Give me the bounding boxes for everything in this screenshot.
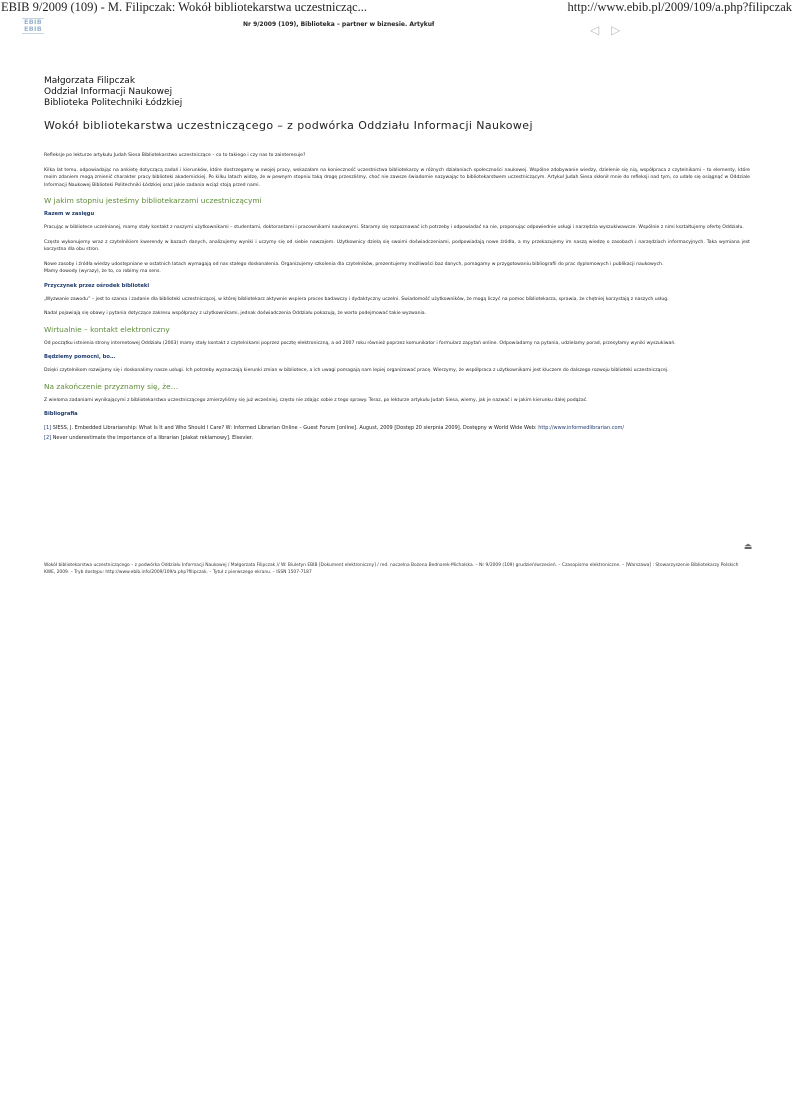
ref-text: SIESS, J. Embedded Librarianship: What Is It and Who Should I Care? W: Informed Librarian Online – Guest Forum [online]. August, 2009 [Dostęp 20 sierpnia 2009]. Dostępny w World Wide Web: [52,425,537,431]
logo-text-top: EBIB [22,18,44,26]
logo-text-bottom: EBIB [22,26,44,34]
subsection-heading: Będziemy pomocni, bo… [44,354,116,360]
article-nav [590,19,630,37]
paragraph: Nowe zasoby i źródła wiedzy udostępniane w ostatnich latach wymagają od nas stałego doskonalenia. Organizujemy szkolenia dla czytelników, prezentujemy możliwości baz danych, pomagamy w przygotowaniu bibliografii do prac dyplomowych i publikacji naukowych. [44,261,664,267]
author-name: Małgorzata Filipczak [44,76,136,86]
paragraph: Nadal pojawiają się obawy i pytania dotyczące zakresu współpracy z użytkownikami, jednak doświadczenia Oddziału pokazują, że warto podejmować takie wyzwania. [44,311,427,316]
bibliography-item [44,424,750,432]
print-header [0,0,794,14]
section-heading: Wirtualnie – kontakt elektroniczny [44,324,170,334]
citation-footer: Wokół bibliotekarstwa uczestniczącego – z podwórka Oddziału Informacji Naukowej / Małgorzata Filipczak // W: Biuletyn EBIB [Dokument elektroniczny] / red. naczelna Bożena Bednarek-Michalska. – Nr 9/2009 (109) grudzień/wrzesień. – Czasopismo elektroniczne. – [Warszawa] : Stowarzyszenie Bibliotekarzy Polskich KWE, 2009. – Tryb dostępu: http://www.ebib.info/2009/109/a.php?filipczak. – Tytuł z pierwszego ekranu. – ISSN 1507-7187 [44,563,739,575]
paragraph: Kilka lat temu, odpowiadając na ankietę dotyczącą zadań i kierunków, które dostrzegamy w swojej pracy, wskazałam na konieczność uczestnictwa bibliotekarzy w różnych działaniach społeczności naukowej. Wspólne zdobywanie wiedzy, dzielenie się nią, współpraca z czytelnikami – to elementy, które moim zdaniem mogą zmienić charakter pracy biblioteki akademickiej. Po kilku latach widzę, że w pewnym stopniu taką drogę przeszliśmy, choć nie zawsze świadomie nazywając to bibliotekarstwem uczestniczącym. Artykuł Judah Siesa skłonił mnie do refleksji nad tym, co udało się osiągnąć w Oddziale Informacji Naukowej Biblioteki Politechniki Łódzkiej oraz jakie zadania wciąż stoją przed nami. [44,167,750,188]
section-heading: Na zakończenie przyznamy się, że… [44,381,179,391]
author-library: Biblioteka Politechniki Łódzkiej [44,98,183,108]
prev-arrow-icon[interactable]: ◁ [590,23,600,37]
subsection-heading: Razem w zasięgu [44,211,95,217]
ref-link[interactable]: http://www.informedlibrarian.com/ [538,425,625,431]
paragraph: Dzięki czytelnikom rozwijamy się i doskonalimy nasze usługi. Ich potrzeby wyznaczają kierunki zmian w bibliotece, a ich uwagi pomagają nam lepiej organizować pracę. Wierzymy, że współpraca z użytkownikami jest kluczem do dalszego rozwoju biblioteki uczestniczącej. [44,368,669,373]
next-arrow-icon[interactable]: ▷ [611,23,621,37]
paragraph: Często wykonujemy wraz z czytelnikiem kwerendy w bazach danych, analizujemy wyniki i uczymy się od siebie nawzajem. Użytkownicy dzielą się swoimi doświadczeniami, podpowiadają nowe źródła, a my przekazujemy im naszą wiedzę o zasobach i narzędziach informacyjnych. Taka wymiana jest korzystna dla obu stron. [44,239,750,252]
intro-question: Refleksje po lekturze artykułu Judah Siesa Bibliotekarstwo uczestniczące – co to takiego i czy nas to zainteresuje? [44,153,306,158]
bibliography-item [44,434,750,442]
bibliography-heading: Bibliografia [44,411,78,417]
paragraph: Od początku istnienia strony internetowej Oddziału (2003) mamy stały kontakt z czytelnikami poprzez pocztę elektroniczną, a od 2007 roku również poprzez komunikator i formularz zapytań online. Odpowiadamy na pytania, udzielamy porad, przesyłamy wyniki wyszukiwań. [44,340,676,346]
author-dept: Oddział Informacji Naukowej [44,87,173,97]
subsection-heading: Przyczynek przez ośrodek biblioteki [44,282,150,289]
ref-number[interactable]: [1] [44,425,52,431]
top-bar [0,16,794,36]
paragraph: Z wieloma zadaniami wynikającymi z bibliotekarstwa uczestniczącego zmierzyliśmy się już wcześniej, często nie zdając sobie z tego sprawy. Teraz, po lekturze artykułu Judah Siesa, wiemy, jak je nazwać i w jakim kierunku dalej podążać. [44,397,588,403]
paragraph: Mamy dowody (wyrazy), że to, co robimy ma sens. [44,269,161,274]
ref-text: Never underestimate the importance of a librarian [plakat reklamowy]. Elsevier. [52,435,253,441]
back-to-top-icon[interactable]: ⏏ [743,542,753,552]
author-block [44,76,182,109]
print-header-title: EBIB 9/2009 (109) - M. Filipczak: Wokół bibliotekarstwa uczestnicząc... [1,0,368,14]
issue-line: Nr 9/2009 (109), Biblioteka – partner w biznesie. Artykuł [243,21,435,28]
ebib-logo[interactable] [22,18,44,33]
article-title: Wokół bibliotekarstwa uczestniczącego – z podwórka Oddziału Informacji Naukowej [44,119,533,132]
print-header-url: http://www.ebib.pl/2009/109/a.php?filipczak [567,0,792,14]
ref-number[interactable]: [2] [44,435,52,441]
section-heading: W jakim stopniu jesteśmy bibliotekarzami uczestniczącymi [44,196,262,205]
paragraph: „Wyzwanie zawodu” – jest to szansa i zadanie dla biblioteki uczestniczącej, w której bibliotekarz aktywnie wspiera proces badawczy i dydaktyczny uczelni. Świadomość użytkowników, że mogą liczyć na pomoc bibliotekarza, sprawia, że chętniej korzystają z naszych usług. [44,296,669,302]
article-body [44,152,750,444]
paragraph: Pracując w bibliotece uczelnianej, mamy stały kontakt z naszymi użytkownikami – studentami, doktorantami i pracownikami naukowymi. Staramy się rozpoznawać ich potrzeby i odpowiadać na nie, proponując odpowiednie usługi i narzędzia wyszukiwawcze. Wspólnie z nimi kształtujemy ofertę Oddziału. [44,225,744,230]
